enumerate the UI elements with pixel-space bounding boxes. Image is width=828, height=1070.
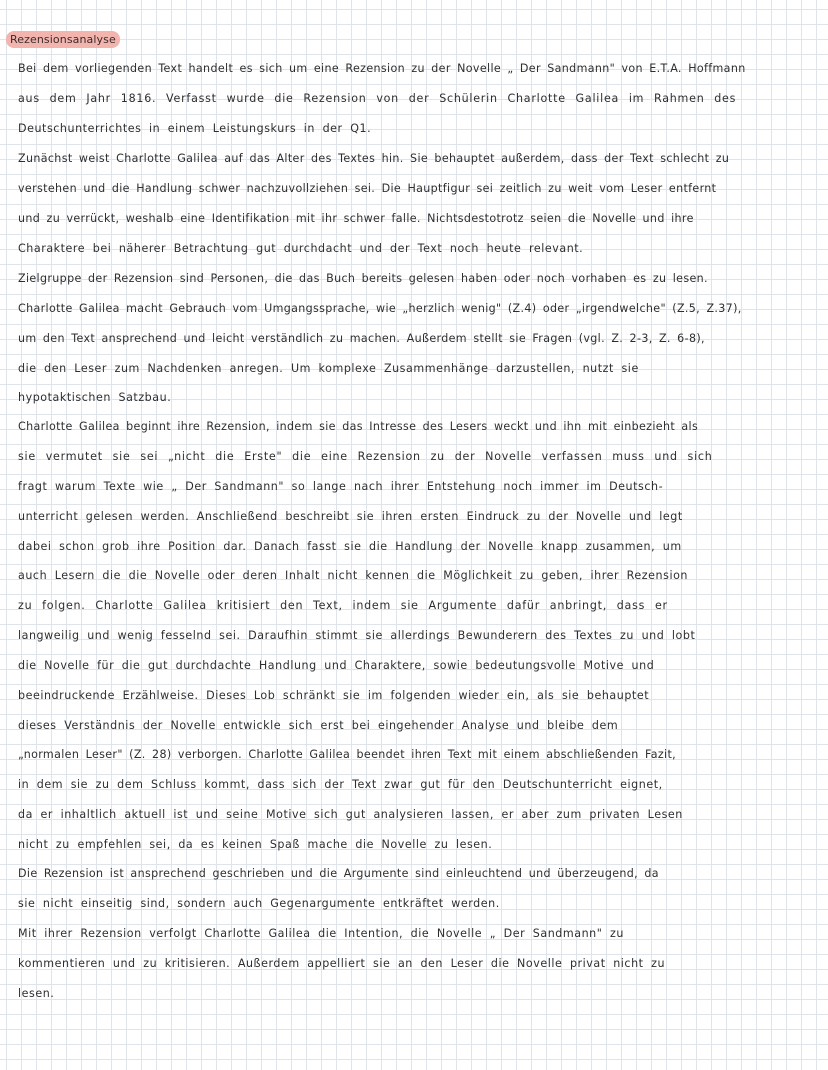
page-title: Rezensionsanalyse [6, 31, 120, 48]
text-line: Charlotte Galilea beginnt ihre Rezension, indem sie das Intresse des Lesers weckt und ihn mit einbezieht als [18, 420, 699, 433]
text-line: Zielgruppe der Rezension sind Personen, die das Buch bereits gelesen haben oder noch vorhaben es zu lesen. [18, 272, 708, 285]
text-line: Die Rezension ist ansprechend geschrieben und die Argumente sind einleuchtend und überzeugend, da [18, 867, 659, 880]
text-line: sie vermutet sie sei „nicht die Erste" die eine Rezension zu der Novelle verfassen muss und sich [18, 450, 713, 463]
text-line: auch Lesern die die Novelle oder deren Inhalt nicht kennen die Möglichkeit zu geben, ihrer Rezension [18, 569, 689, 582]
text-line: Charlotte Galilea macht Gebrauch vom Umgangssprache, wie „herzlich wenig" (Z.4) oder „irgendwelche" (Z.5, Z.37), [18, 302, 742, 315]
text-line: Mit ihrer Rezension verfolgt Charlotte Galilea die Intention, die Novelle „ Der Sandmann" zu [18, 927, 624, 940]
text-line: aus dem Jahr 1816. Verfasst wurde die Rezension von der Schülerin Charlotte Galilea im Rahmen des [18, 92, 737, 105]
text-line: hypotaktischen Satzbau. [18, 391, 172, 404]
text-line: Zunächst weist Charlotte Galilea auf das Alter des Textes hin. Sie behauptet außerdem, dass der Text schlecht zu [18, 152, 730, 165]
text-line: da er inhaltlich aktuell ist und seine Motive sich gut analysieren lassen, er aber zum privaten Lesen [18, 808, 683, 821]
text-line: „normalen Leser" (Z. 28) verborgen. Charlotte Galilea beendet ihren Text mit einem abschließenden Fazit, [18, 748, 677, 761]
text-line: unterricht gelesen werden. Anschließend beschreibt sie ihren ersten Eindruck zu der Novelle und legt [18, 510, 683, 523]
text-line: kommentieren und zu kritisieren. Außerdem appelliert sie an den Leser die Novelle privat nicht zu [18, 957, 666, 970]
text-line: langweilig und wenig fesselnd sei. Daraufhin stimmt sie allerdings Bewunderern des Textes zu und lobt [18, 629, 696, 642]
text-line: Bei dem vorliegenden Text handelt es sich um eine Rezension zu der Novelle „ Der Sandmann" von E.T.A. Hoffmann [18, 62, 746, 75]
text-line: die Novelle für die gut durchdachte Handlung und Charaktere, sowie bedeutungsvolle Motive und [18, 659, 655, 672]
text-line: beeindruckende Erzählweise. Dieses Lob schränkt sie im folgenden wieder ein, als sie behauptet [18, 689, 650, 702]
text-line: lesen. [18, 987, 55, 1000]
text-line: verstehen und die Handlung schwer nachzuvollziehen sei. Die Hauptfigur sei zeitlich zu weit vom Leser entfernt [18, 182, 717, 195]
text-line: Deutschunterrichtes in einem Leistungskurs in der Q1. [18, 122, 372, 135]
text-line: um den Text ansprechend und leicht verständlich zu machen. Außerdem stellt sie Fragen (vgl. Z. 2-3, Z. 6-8), [18, 332, 705, 345]
text-line: dabei schon grob ihre Position dar. Danach fasst sie die Handlung der Novelle knapp zusammen, um [18, 540, 682, 553]
text-line: fragt warum Texte wie „ Der Sandmann" so lange nach ihrer Entstehung noch immer im Deutsch- [18, 480, 664, 493]
text-line: nicht zu empfehlen sei, da es keinen Spaß mache die Novelle zu lesen. [18, 838, 493, 851]
text-line: sie nicht einseitig sind, sondern auch Gegenargumente entkräftet werden. [18, 897, 500, 910]
text-line: Charaktere bei näherer Betrachtung gut durchdacht und der Text noch heute relevant. [18, 242, 584, 255]
text-line: und zu verrückt, weshalb eine Identifikation mit ihr schwer falle. Nichtsdestotrotz seien die Novelle und ihre [18, 212, 694, 225]
text-line: in dem sie zu dem Schluss kommt, dass sich der Text zwar gut für den Deutschunterricht eignet, [18, 778, 663, 791]
text-line: dieses Verständnis der Novelle entwickle sich erst bei eingehender Analyse und bleibe dem [18, 719, 619, 732]
text-line: zu folgen. Charlotte Galilea kritisiert den Text, indem sie Argumente dafür anbringt, dass er [18, 599, 668, 612]
text-line: die den Leser zum Nachdenken anregen. Um komplexe Zusammenhänge darzustellen, nutzt sie [18, 362, 639, 375]
